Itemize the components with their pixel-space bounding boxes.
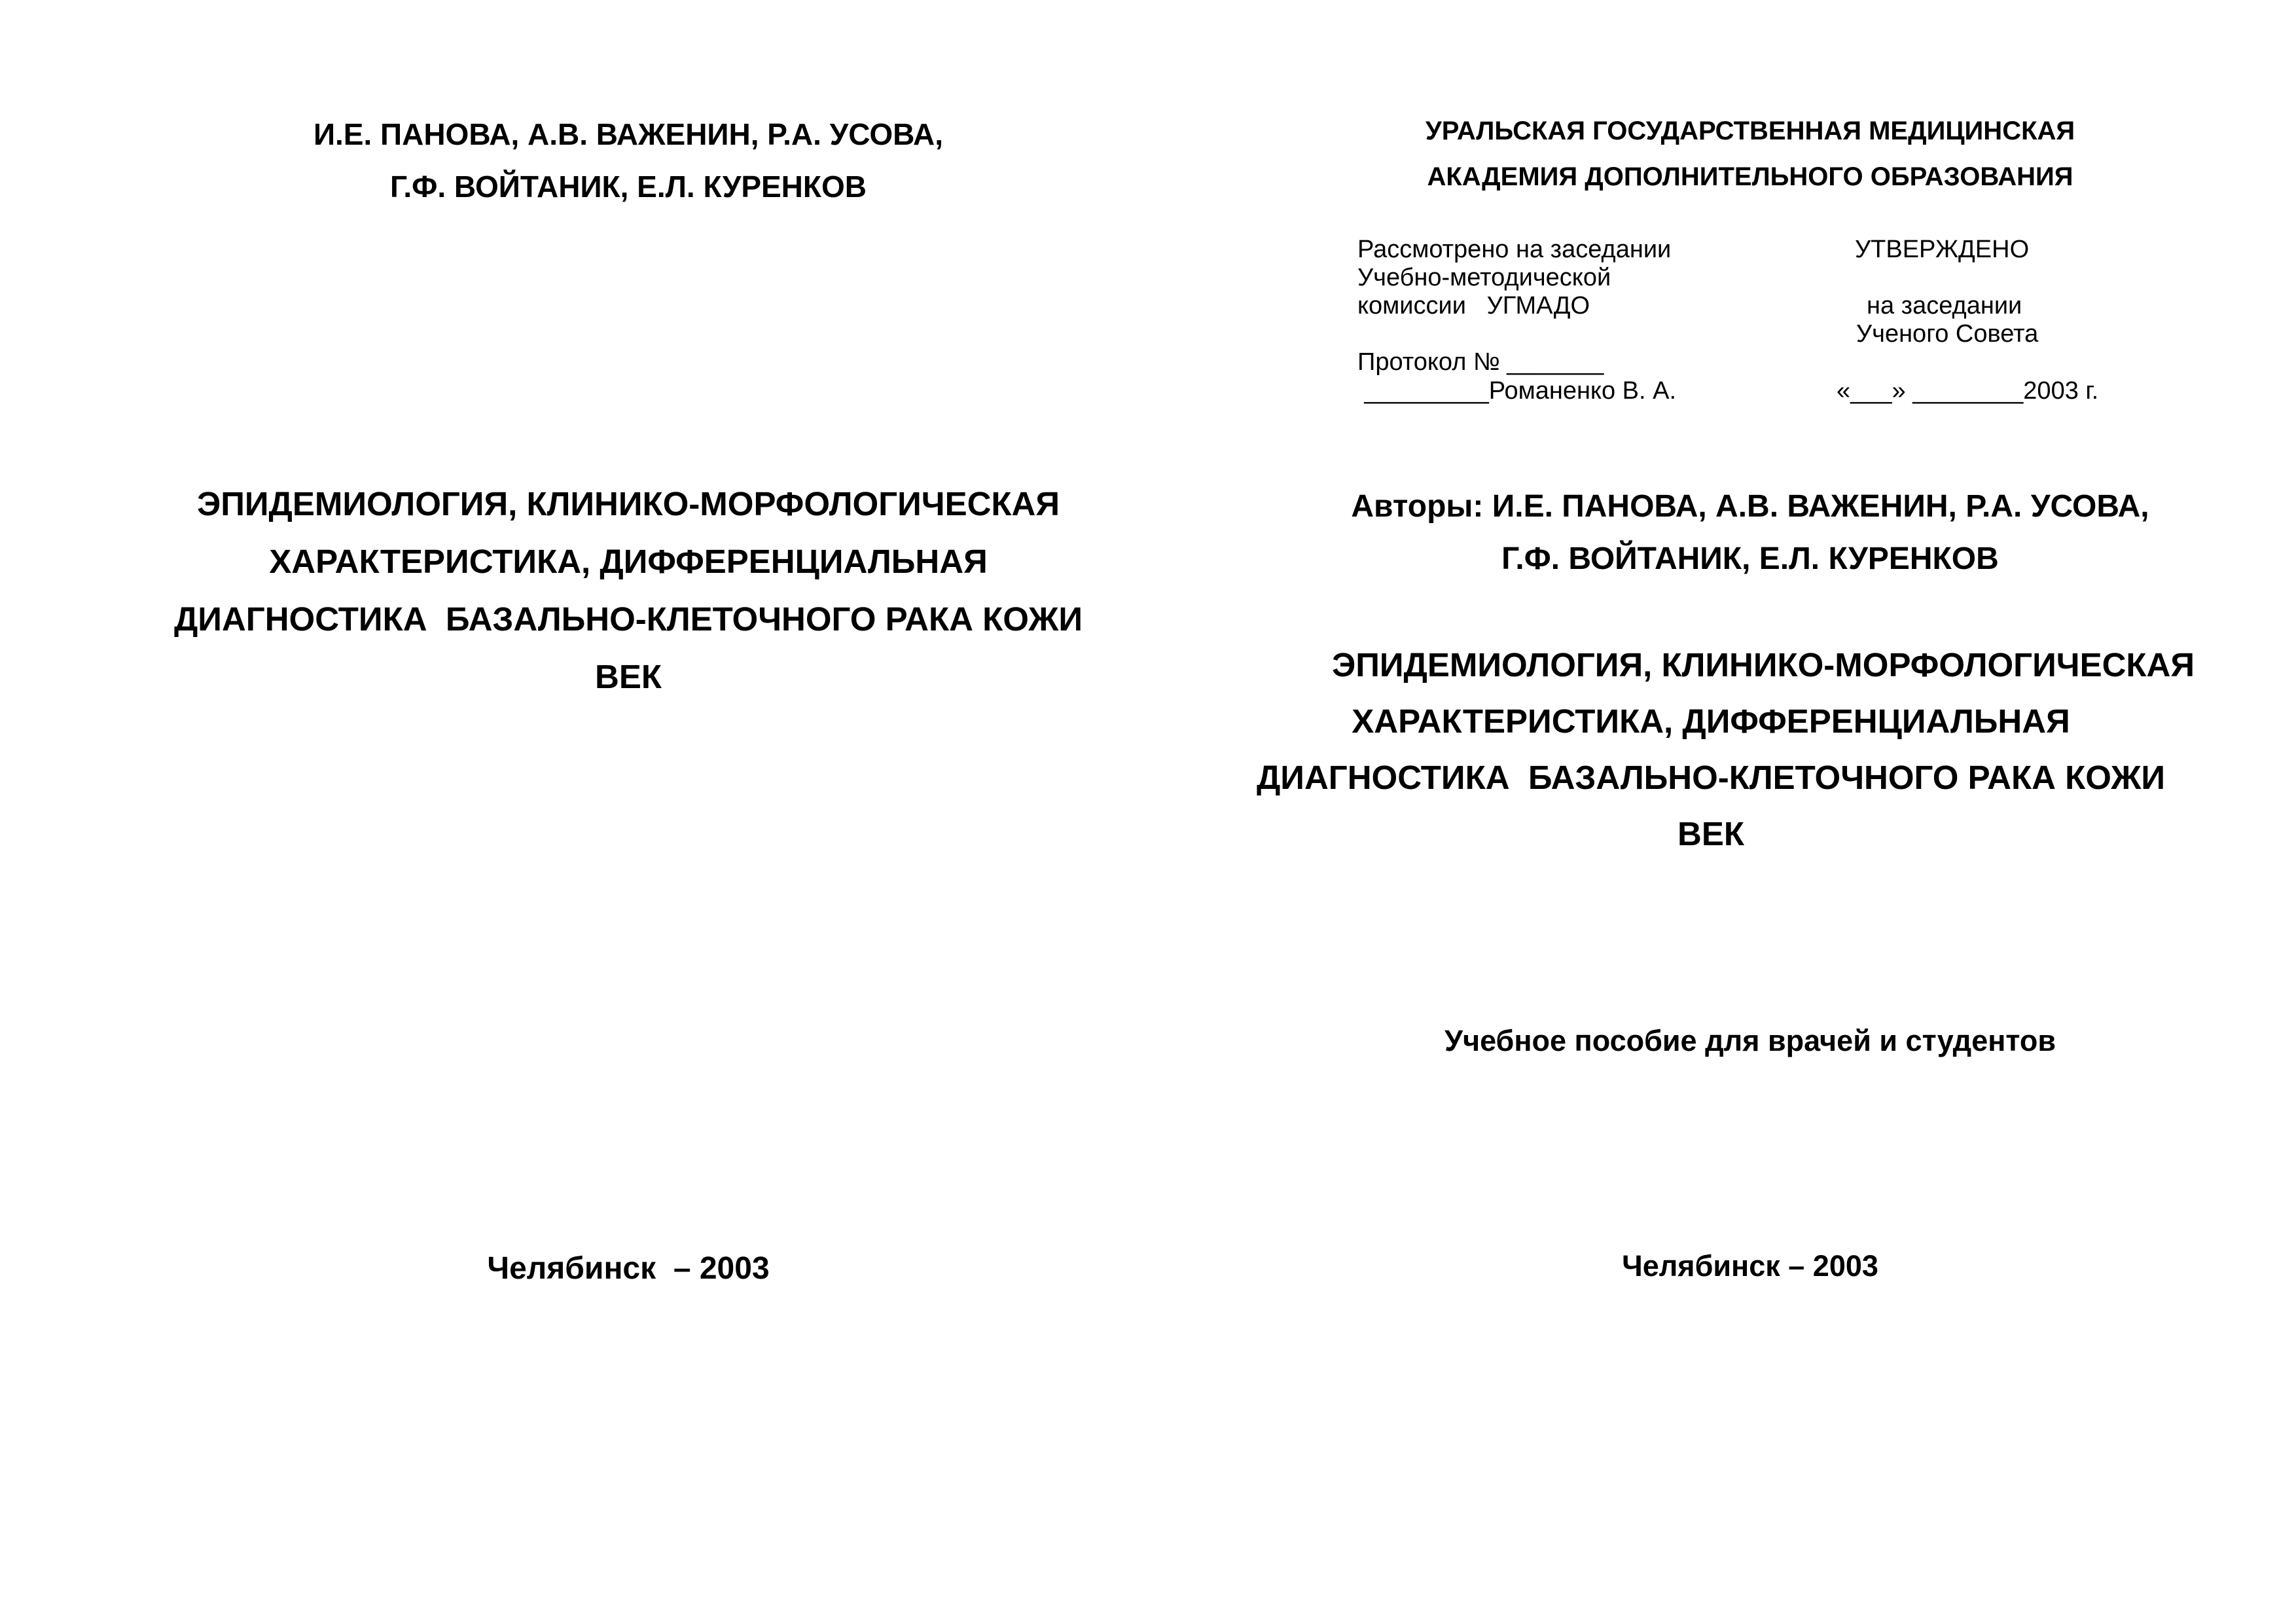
left-title-line-1: ЭПИДЕМИОЛОГИЯ, КЛИНИКО-МОРФОЛОГИЧЕСКАЯ [196, 485, 1060, 522]
right-title-line-3: ДИАГНОСТИКА БАЗАЛЬНО-КЛЕТОЧНОГО РАКА КОЖИ [1256, 759, 2166, 796]
right-authors-line-2: Г.Ф. ВОЙТАНИК, Е.Л. КУРЕНКОВ [1501, 541, 1999, 576]
institution-line-1: УРАЛЬСКАЯ ГОСУДАРСТВЕННАЯ МЕДИЦИНСКАЯ [1425, 117, 2075, 145]
right-title-line-4: ВЕК [1677, 815, 1744, 852]
approval-left-line-2: Учебно-методической [1357, 264, 1611, 291]
approval-left-line-3: комиссии УГМАДО [1357, 292, 1590, 319]
approval-right-line-4: «___» ________2003 г. [1837, 377, 2099, 405]
institution-line-2: АКАДЕМИЯ ДОПОЛНИТЕЛЬНОГО ОБРАЗОВАНИЯ [1427, 162, 2073, 191]
left-title-line-2: ХАРАКТЕРИСТИКА, ДИФФЕРЕНЦИАЛЬНАЯ [269, 543, 988, 580]
approval-right-line-3: Ученого Совета [1856, 320, 2039, 348]
left-authors-line-1: И.Е. ПАНОВА, А.В. ВАЖЕНИН, Р.А. УСОВА, [313, 117, 944, 151]
right-city-year: Челябинск – 2003 [1622, 1249, 1878, 1283]
right-authors-line-1: Авторы: И.Е. ПАНОВА, А.В. ВАЖЕНИН, Р.А. УСОВА, [1351, 489, 2149, 524]
approval-left-line-1: Рассмотрено на заседании [1357, 236, 1672, 263]
approval-right-line-1: УТВЕРЖДЕНО [1855, 236, 2030, 263]
left-title-line-4: ВЕК [595, 658, 662, 695]
approval-left-line-4: Протокол № _______ [1357, 348, 1604, 376]
left-authors-line-2: Г.Ф. ВОЙТАНИК, Е.Л. КУРЕНКОВ [390, 170, 867, 204]
left-title-line-3: ДИАГНОСТИКА БАЗАЛЬНО-КЛЕТОЧНОГО РАКА КОЖИ [173, 600, 1083, 638]
right-title-line-1: ЭПИДЕМИОЛОГИЯ, КЛИНИКО-МОРФОЛОГИЧЕСКАЯ [1331, 646, 2195, 684]
left-city-year: Челябинск – 2003 [487, 1251, 770, 1286]
approval-left-line-5: _________Романенко В. А. [1357, 377, 1677, 405]
right-page [1148, 0, 2296, 1623]
approval-right-line-2: на заседании [1867, 292, 2022, 319]
subtitle: Учебное пособие для врачей и студентов [1444, 1024, 2056, 1057]
right-title-line-2: ХАРАКТЕРИСТИКА, ДИФФЕРЕНЦИАЛЬНАЯ [1352, 702, 2070, 740]
